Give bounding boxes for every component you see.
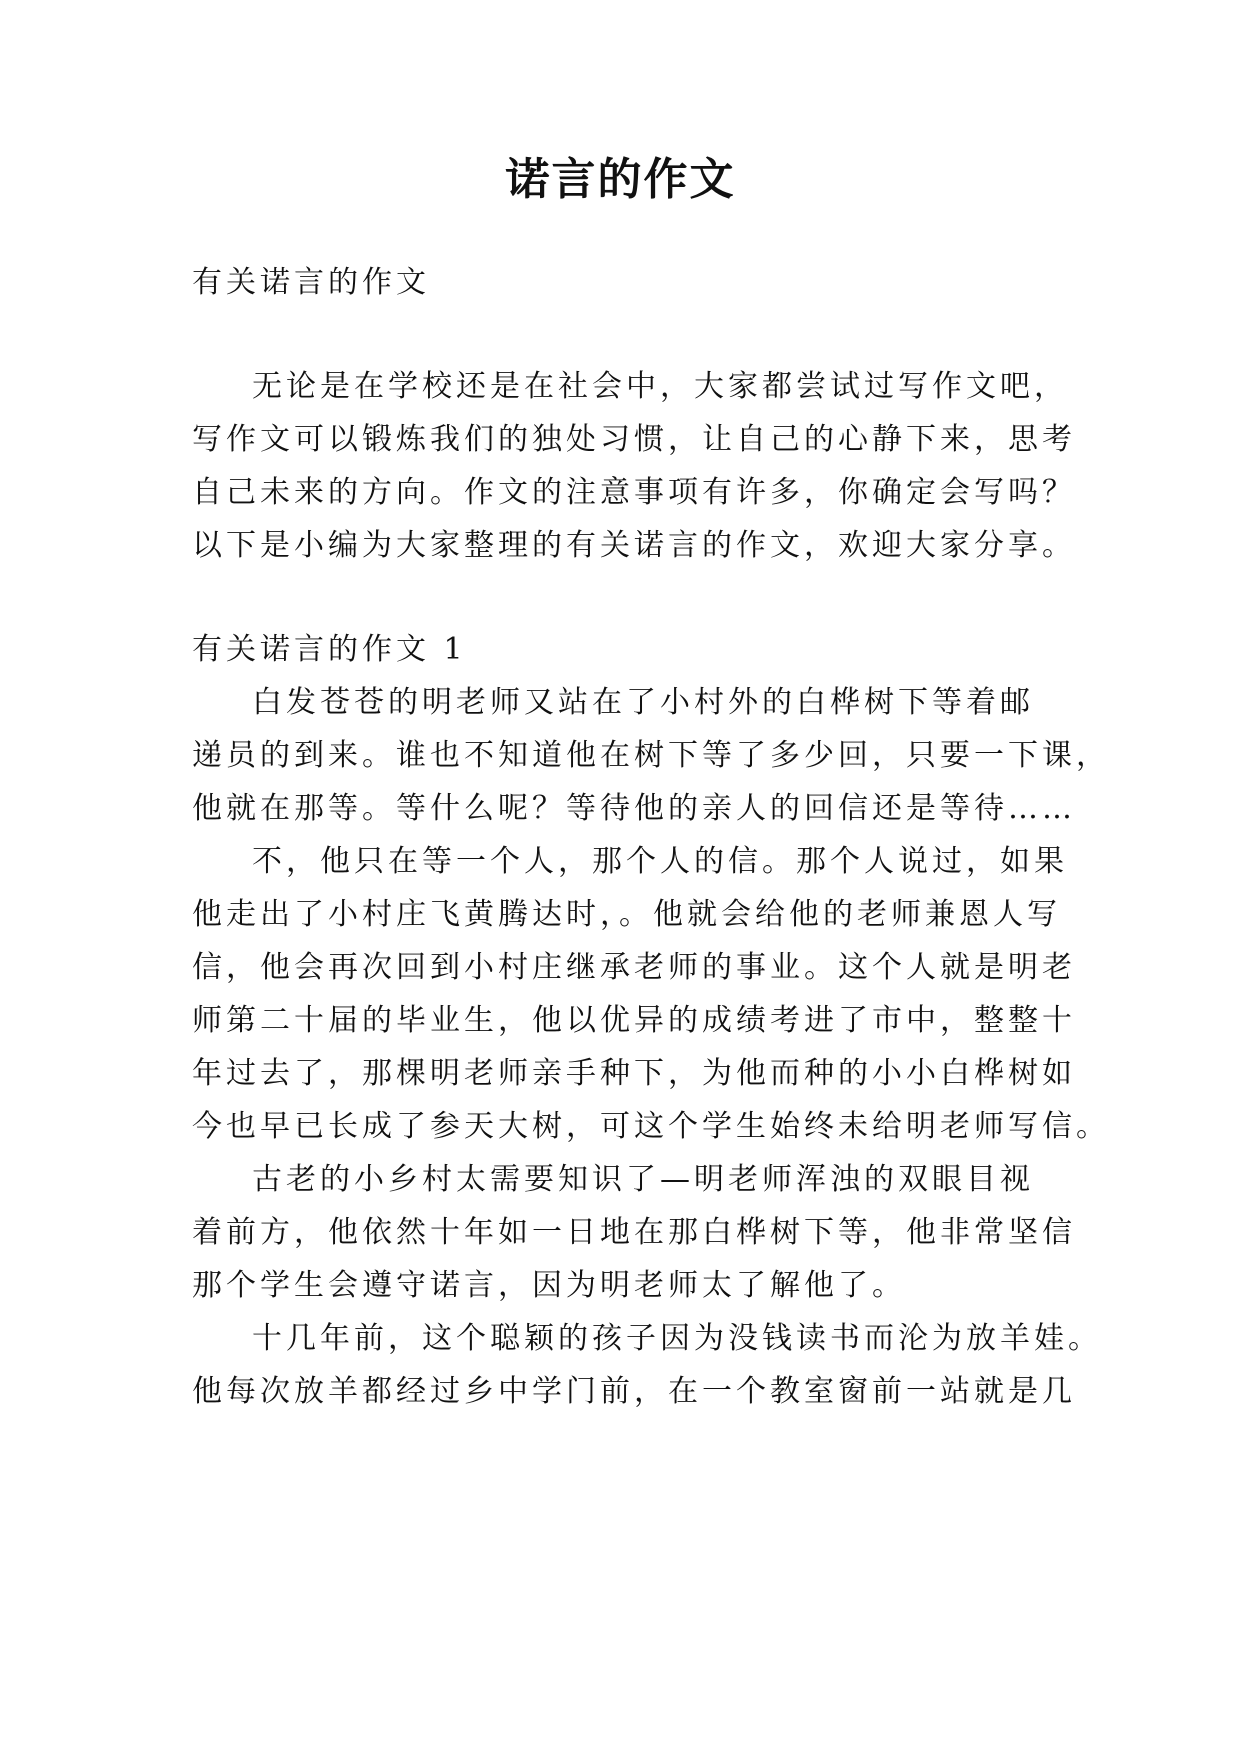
body-line-8: 年过去了，那棵明老师亲手种下，为他而种的小小白桦树如 <box>192 1056 1076 1091</box>
intro-line-4: 以下是小编为大家整理的有关诺言的作文，欢迎大家分享。 <box>192 528 1076 563</box>
body-line-14: 他每次放羊都经过乡中学门前，在一个教室窗前一站就是几 <box>192 1374 1076 1409</box>
body-line-6: 信，他会再次回到小村庄继承老师的事业。这个人就是明老 <box>192 950 1076 985</box>
document-title: 诺言的作文 <box>505 154 736 205</box>
intro-line-3: 自己未来的方向。作文的注意事项有许多，你确定会写吗？ <box>192 475 1076 510</box>
intro-line-1: 无论是在学校还是在社会中，大家都尝试过写作文吧， <box>252 369 1068 404</box>
body-line-11: 着前方，他依然十年如一日地在那白桦树下等，他非常坚信 <box>192 1215 1076 1250</box>
body-line-10: 古老的小乡村太需要知识了—明老师浑浊的双眼目视 <box>252 1162 1034 1197</box>
body-line-3: 他就在那等。等什么呢？等待他的亲人的回信还是等待…… <box>192 791 1076 826</box>
body-line-13: 十几年前，这个聪颖的孩子因为没钱读书而沦为放羊娃。 <box>252 1321 1102 1356</box>
intro-line-2: 写作文可以锻炼我们的独处习惯，让自己的心静下来，思考 <box>192 422 1076 457</box>
subtitle: 有关诺言的作文 <box>192 265 430 300</box>
body-line-12: 那个学生会遵守诺言，因为明老师太了解他了。 <box>192 1268 906 1303</box>
section-heading: 有关诺言的作文 1 <box>192 632 467 667</box>
body-line-5: 他走出了小村庄飞黄腾达时，。他就会给他的老师兼恩人写 <box>192 897 1061 932</box>
body-line-2: 递员的到来。谁也不知道他在树下等了多少回，只要一下课， <box>192 738 1110 773</box>
body-line-9: 今也早已长成了参天大树，可这个学生始终未给明老师写信。 <box>192 1109 1110 1144</box>
body-line-7: 师第二十届的毕业生，他以优异的成绩考进了市中，整整十 <box>192 1003 1076 1038</box>
body-line-4: 不，他只在等一个人，那个人的信。那个人说过，如果 <box>252 844 1068 879</box>
body-line-1: 白发苍苍的明老师又站在了小村外的白桦树下等着邮 <box>252 685 1034 720</box>
